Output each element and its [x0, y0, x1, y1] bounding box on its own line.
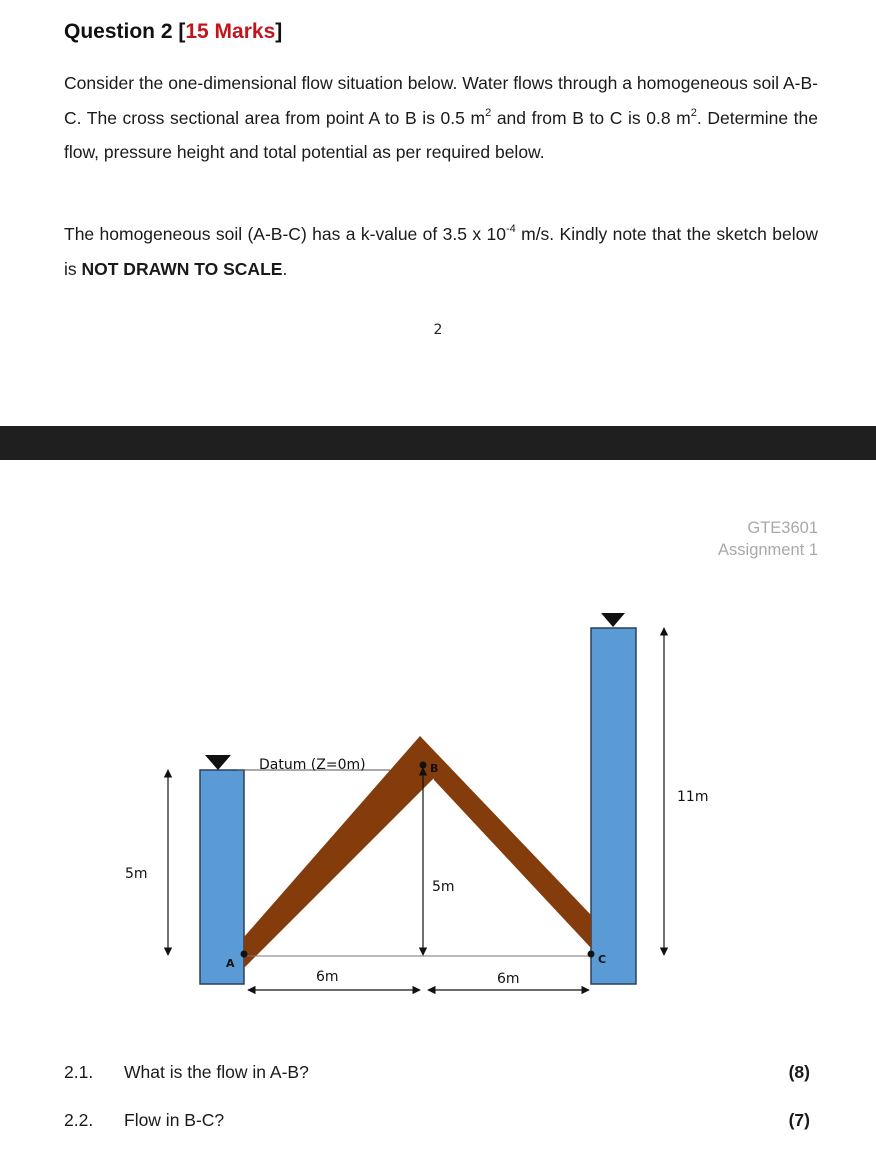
- kvalue-paragraph: The homogeneous soil (A-B-C) has a k-value of 3.5 x $10^{-4}$ m/s. Kindly note that the sketch below is NOT DRAWN TO SCALE.: [64, 223, 818, 279]
- point-c-label: C: [598, 953, 607, 966]
- mid-height-label: 5m: [432, 879, 455, 895]
- intro-paragraph: Consider the one-dimensional flow situation below. Water flows through a homogeneous soil A-B-C. The cross sectional area from point A to B is 0.5 $m^2$ and from B to C is 0.8 $m^2$. Determine the flow, pressure height and total potential as per required below.: [64, 73, 818, 162]
- point-a-marker: [241, 951, 248, 958]
- not-to-scale-note: NOT DRAWN TO SCALE: [81, 258, 283, 279]
- point-c-marker: [588, 951, 595, 958]
- question-marks-value: (8): [788, 1062, 810, 1082]
- question-marks-value: (7): [788, 1110, 810, 1130]
- page-number: 2: [433, 322, 443, 338]
- right-standpipe: [591, 628, 636, 984]
- right-height-label: 11m: [677, 789, 709, 805]
- question-text: Flow in B-C?: [124, 1110, 225, 1130]
- question-number: 2.2.: [64, 1110, 94, 1130]
- point-a-label: A: [226, 957, 235, 970]
- left-standpipe: [200, 770, 244, 984]
- question-marks: 15 Marks: [185, 20, 276, 43]
- question-close-bracket: ]: [275, 20, 283, 43]
- left-height-label: 5m: [125, 866, 148, 882]
- datum-label: Datum (Z=0m): [259, 757, 366, 773]
- right-water-level-icon: [601, 613, 625, 627]
- assignment-label: Assignment 1: [718, 541, 818, 559]
- left-water-level-icon: [205, 755, 231, 770]
- question-text: What is the flow in A-B?: [124, 1062, 309, 1082]
- point-b-label: B: [430, 762, 439, 775]
- right-span-label: 6m: [497, 971, 520, 987]
- question-number: 2.1.: [64, 1062, 94, 1082]
- soil-segment-bc: [420, 736, 591, 948]
- question-title: Question 2 [: [64, 20, 186, 43]
- point-b-marker: [420, 762, 427, 769]
- left-span-label: 6m: [316, 969, 339, 985]
- course-code: GTE3601: [747, 519, 818, 537]
